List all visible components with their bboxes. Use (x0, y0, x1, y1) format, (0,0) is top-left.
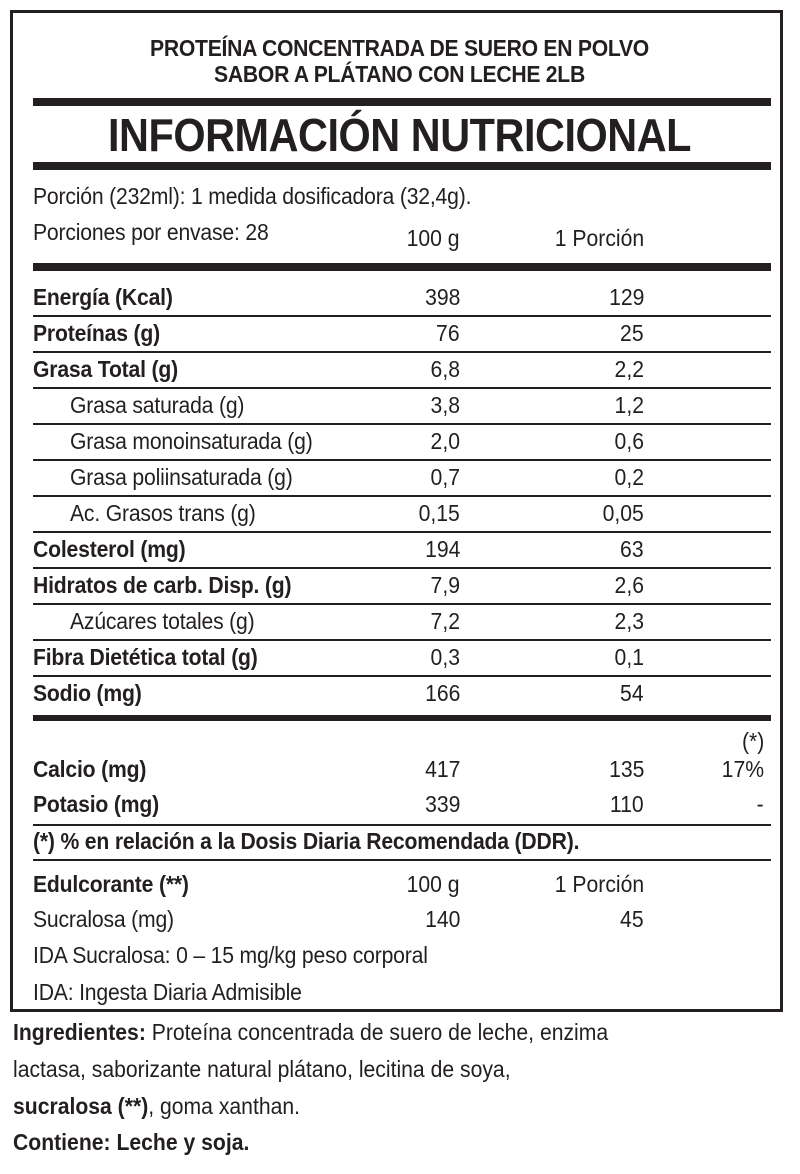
divider-thin (33, 859, 771, 861)
divider-thin (33, 675, 771, 677)
servings-per-container: Porciones por envase: 28 (33, 219, 269, 245)
nutrition-facts-panel (10, 10, 783, 1012)
serving-size: Porción (232ml): 1 medida dosificadora (32,4g). (33, 183, 472, 209)
nutrient-name: Grasa poliinsaturada (g) (70, 464, 293, 490)
divider-thick (33, 98, 771, 106)
nutrient-per-100g: 2,0 (430, 428, 460, 454)
ida-sucralose: IDA Sucralosa: 0 – 15 mg/kg peso corporal (33, 942, 428, 968)
ingredients-line-2: lactasa, saborizante natural plátano, lecitina de soya, (13, 1056, 511, 1082)
nutrient-per-portion: 0,05 (602, 500, 644, 526)
nutrient-name: Azúcares totales (g) (70, 608, 255, 634)
ingredients-line-3 (13, 1090, 300, 1122)
nutrient-name: Fibra Dietética total (g) (33, 644, 258, 670)
divider-thin (33, 603, 771, 605)
nutrient-per-portion: 0,1 (614, 644, 644, 670)
nutrient-name: Grasa Total (g) (33, 356, 179, 382)
divider-thin (33, 495, 771, 497)
divider-thin (33, 423, 771, 425)
ddr-column-header: (*) (741, 728, 764, 754)
nutrient-name: Ac. Grasos trans (g) (70, 500, 256, 526)
sweetener-ingredient: sucralosa (**) (13, 1093, 149, 1119)
nutrient-per-100g: 0,7 (430, 464, 460, 490)
divider-medium (33, 715, 771, 721)
nutrient-per-portion: 129 (608, 284, 644, 310)
ingredients-text: Proteína concentrada de suero de leche, enzima (145, 1019, 609, 1045)
product-title-line-1: PROTEÍNA CONCENTRADA DE SUERO EN POLVO (150, 35, 649, 61)
mineral-ddr-percent: 17% (721, 756, 764, 782)
mineral-ddr-percent: - (756, 791, 764, 817)
sweetener-column-100g: 100 g (407, 871, 460, 897)
nutrient-per-100g: 6,8 (430, 356, 460, 382)
contains-text: Contiene: Leche y soja. (13, 1129, 250, 1155)
nutrient-per-portion: 25 (620, 320, 644, 346)
divider-thin (33, 351, 771, 353)
nutrient-per-100g: 7,2 (430, 608, 460, 634)
nutrient-per-portion: 2,2 (614, 356, 644, 382)
divider-thin (33, 531, 771, 533)
nutrient-name: Hidratos de carb. Disp. (g) (33, 572, 292, 598)
column-header-portion: 1 Porción (554, 225, 644, 251)
nutrient-name: Colesterol (mg) (33, 536, 186, 562)
nutrient-per-100g: 3,8 (430, 392, 460, 418)
sweetener-per-100g: 140 (424, 906, 460, 932)
sweetener-name: Sucralosa (mg) (33, 906, 174, 932)
divider-thin (33, 639, 771, 641)
nutrient-per-100g: 0,15 (418, 500, 460, 526)
nutrient-name: Proteínas (g) (33, 320, 160, 346)
divider-thick (33, 162, 771, 170)
nutrient-per-portion: 2,3 (614, 608, 644, 634)
mineral-per-100g: 417 (424, 756, 460, 782)
nutrient-per-portion: 1,2 (614, 392, 644, 418)
nutrient-per-100g: 7,9 (430, 572, 460, 598)
nutrient-per-100g: 166 (424, 680, 460, 706)
divider-thick (33, 263, 771, 271)
mineral-per-portion: 110 (610, 791, 644, 817)
ingredients-label: Ingredientes: (13, 1019, 146, 1045)
divider-thin (33, 567, 771, 569)
sweetener-per-portion: 45 (620, 906, 644, 932)
sweetener-column-portion: 1 Porción (554, 871, 644, 897)
divider-thin (33, 315, 771, 317)
nutrient-per-portion: 2,6 (614, 572, 644, 598)
nutrient-per-100g: 398 (424, 284, 460, 310)
sweetener-header: Edulcorante (**) (33, 871, 189, 897)
ingredients-text: , goma xanthan. (148, 1093, 301, 1119)
nutrient-per-portion: 54 (620, 680, 644, 706)
mineral-name: Calcio (mg) (33, 756, 147, 782)
product-title-line-2: SABOR A PLÁTANO CON LECHE 2LB (214, 61, 585, 87)
mineral-per-portion: 135 (608, 756, 644, 782)
nutrient-per-portion: 0,6 (614, 428, 644, 454)
nutrient-name: Sodio (mg) (33, 680, 142, 706)
divider-thin (33, 387, 771, 389)
column-header-100g: 100 g (407, 225, 460, 251)
nutrient-per-100g: 0,3 (430, 644, 460, 670)
ingredients-line-1 (13, 1016, 608, 1048)
nutrient-per-100g: 194 (424, 536, 460, 562)
nutrient-name: Energía (Kcal) (33, 284, 173, 310)
nutrient-per-100g: 76 (436, 320, 460, 346)
mineral-per-100g: 339 (424, 791, 460, 817)
ddr-footnote: (*) % en relación a la Dosis Diaria Recomendada (DDR). (33, 828, 580, 854)
divider-thin (33, 824, 771, 826)
divider-thin (33, 459, 771, 461)
ida-definition: IDA: Ingesta Diaria Admisible (33, 979, 302, 1005)
allergen-statement (13, 1126, 249, 1158)
nutrient-name: Grasa monoinsaturada (g) (70, 428, 313, 454)
nutrient-per-portion: 63 (620, 536, 644, 562)
nutrient-name: Grasa saturada (g) (70, 392, 245, 418)
panel-title: INFORMACIÓN NUTRICIONAL (107, 109, 692, 161)
mineral-name: Potasio (mg) (33, 791, 159, 817)
nutrient-per-portion: 0,2 (614, 464, 644, 490)
